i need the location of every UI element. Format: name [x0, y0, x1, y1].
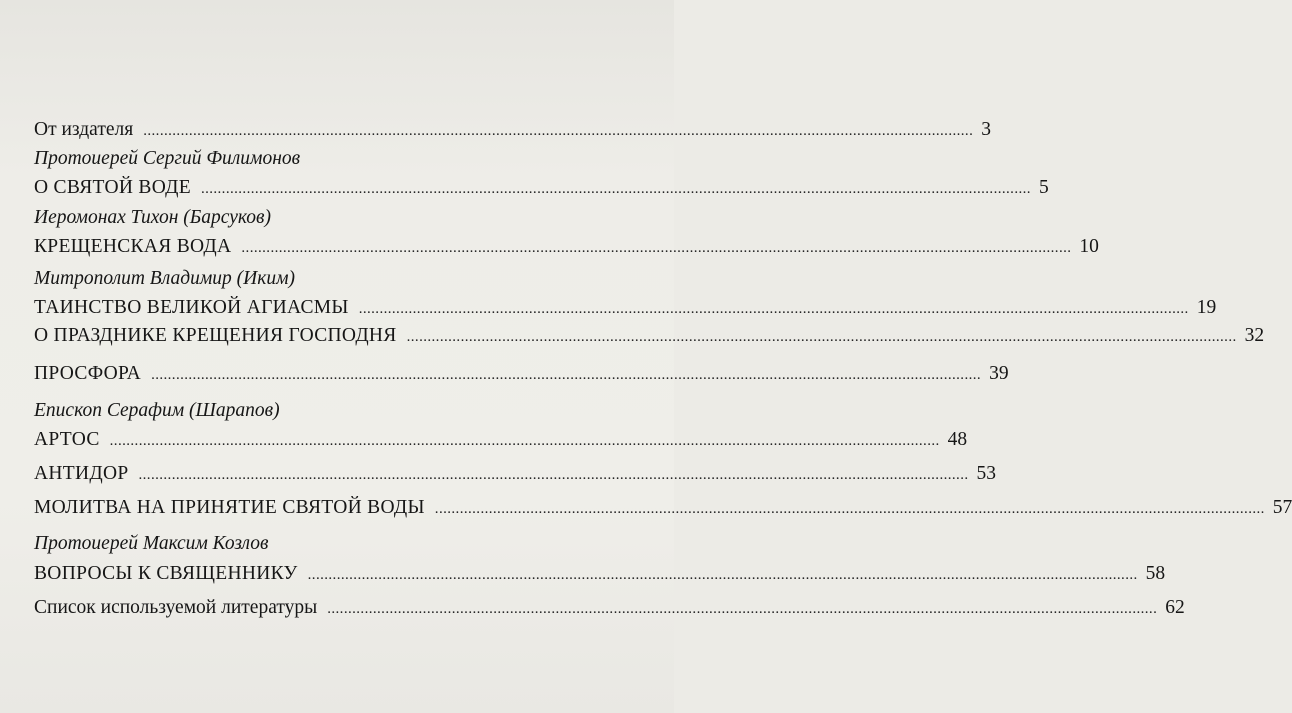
- toc-entry-title: О СВЯТОЙ ВОДЕ: [34, 177, 191, 198]
- toc-entry-title: АРТОС: [34, 429, 100, 450]
- dot-leader: ........................................................................................................................................................................................................: [138, 467, 969, 483]
- toc-entry-prosphora: [34, 360, 1009, 388]
- toc-entry-title: О ПРАЗДНИКЕ КРЕЩЕНИЯ ГОСПОДНЯ: [34, 325, 397, 346]
- toc-author: Епископ Серафим (Шарапов): [34, 400, 280, 421]
- dot-leader: ........................................................................................................................................................................................................: [434, 501, 1265, 517]
- toc-entry-title: Список используемой литературы: [34, 597, 318, 618]
- toc-entry-artos: [34, 426, 968, 454]
- toc-entry-holy-water: [34, 174, 1049, 202]
- toc-entry-page: 39: [989, 363, 1009, 384]
- dot-leader: ........................................................................................................................................................................................................: [327, 601, 1158, 617]
- toc-entry-feast-of-baptism: [34, 322, 1265, 350]
- toc-entry-page: 19: [1196, 297, 1217, 318]
- toc-author: Протоиерей Сергий Филимонов: [34, 148, 301, 169]
- dot-leader: ........................................................................................................................................................................................................: [241, 240, 1072, 256]
- toc-entry-title: ВОПРОСЫ К СВЯЩЕННИКУ: [34, 563, 298, 584]
- toc-entry-title: КРЕЩЕНСКАЯ ВОДА: [34, 236, 232, 257]
- toc-entry-page: 10: [1079, 236, 1099, 257]
- dot-leader: ........................................................................................................................................................................................................: [307, 567, 1138, 583]
- toc-entry-title: ПРОСФОРА: [34, 363, 142, 384]
- toc-entry-prayer-holy-water: [34, 494, 1292, 522]
- toc-entry-page: 32: [1244, 325, 1265, 346]
- toc-entry-title: ТАИНСТВО ВЕЛИКОЙ АГИАСМЫ: [34, 297, 349, 318]
- toc-entry-great-agiasma: [34, 294, 1217, 322]
- toc-entry-bibliography: [34, 594, 1185, 622]
- toc-entry-antidor: [34, 460, 996, 488]
- toc-author: Митрополит Владимир (Иким): [34, 268, 296, 289]
- toc-entry-title: МОЛИТВА НА ПРИНЯТИЕ СВЯТОЙ ВОДЫ: [34, 497, 425, 518]
- toc-entry-page: 57: [1272, 497, 1292, 518]
- dot-leader: ........................................................................................................................................................................................................: [151, 367, 982, 383]
- toc-entry-from-publisher: [34, 116, 991, 144]
- dot-leader: ........................................................................................................................................................................................................: [200, 181, 1031, 197]
- toc-entry-title: От издателя: [34, 119, 134, 140]
- toc-entry-page: 53: [976, 463, 996, 484]
- dot-leader: ........................................................................................................................................................................................................: [406, 329, 1237, 345]
- dot-leader: ........................................................................................................................................................................................................: [358, 301, 1189, 317]
- dot-leader: ........................................................................................................................................................................................................: [143, 123, 974, 139]
- toc-entry-questions-to-priest: [34, 560, 1166, 588]
- toc-entry-page: 48: [947, 429, 968, 450]
- toc-entry-page: 5: [1038, 177, 1049, 198]
- dot-leader: ........................................................................................................................................................................................................: [109, 433, 940, 449]
- toc-entry-page: 62: [1165, 597, 1185, 618]
- toc-entry-page: 3: [981, 119, 991, 140]
- toc-author: Иеромонах Тихон (Барсуков): [34, 207, 271, 228]
- toc-author: Протоиерей Максим Козлов: [34, 533, 269, 554]
- toc-entry-title: АНТИДОР: [34, 463, 129, 484]
- toc-entry-epiphany-water: [34, 233, 1099, 261]
- toc-entry-page: 58: [1145, 563, 1166, 584]
